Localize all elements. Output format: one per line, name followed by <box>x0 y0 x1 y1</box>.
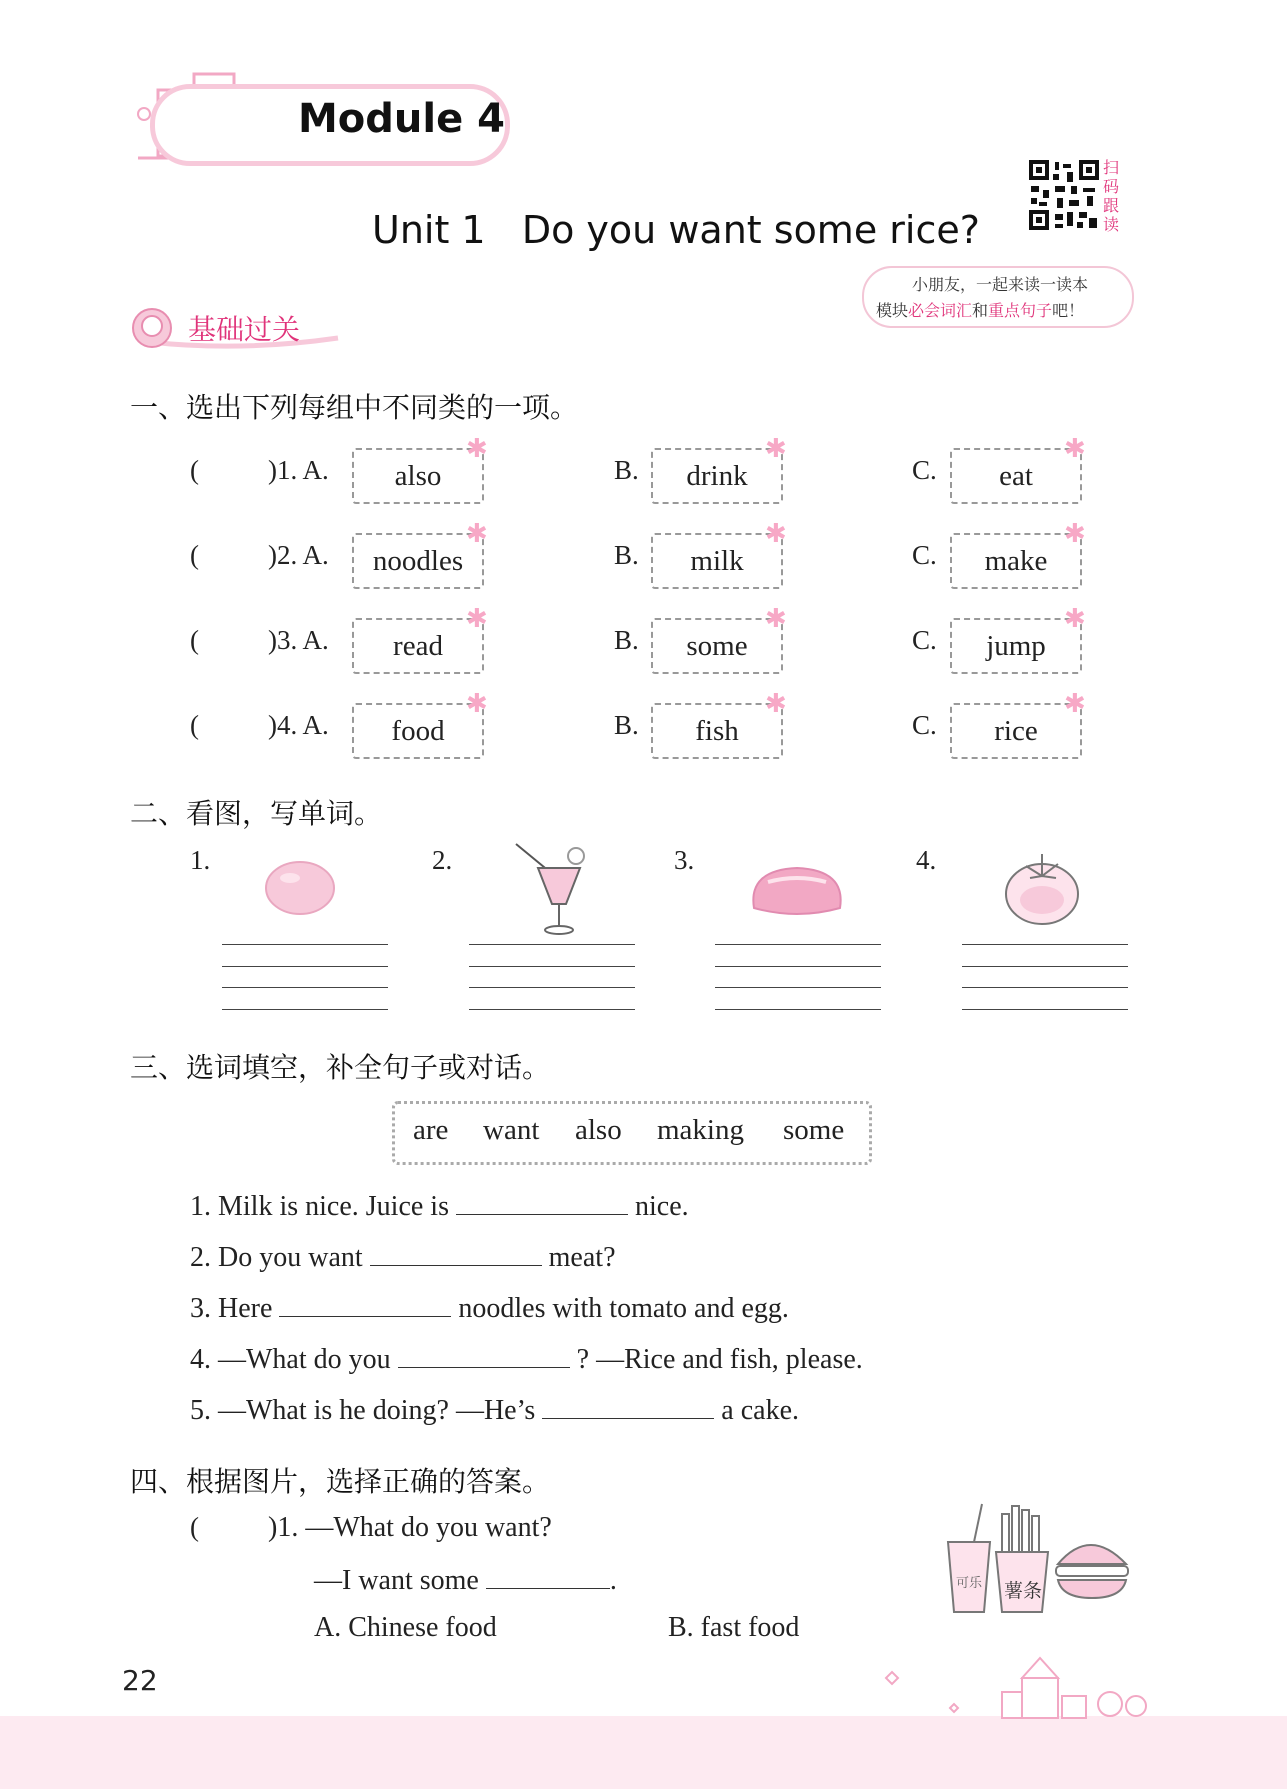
writing-line[interactable] <box>715 987 881 988</box>
section2-heading: 二、看图，写单词。 <box>130 797 383 830</box>
word-bank-item: making <box>657 1114 744 1146</box>
writing-line[interactable] <box>469 966 635 967</box>
star-icon: ✱ <box>466 689 488 719</box>
option-c-box[interactable]: rice <box>950 703 1082 759</box>
star-icon: ✱ <box>466 604 488 634</box>
option-a-box[interactable]: read <box>352 618 484 674</box>
answer-blank[interactable] <box>456 1188 628 1215</box>
option-b-label: B. <box>614 455 639 485</box>
star-icon: ✱ <box>1064 434 1086 464</box>
answer-blank[interactable] <box>370 1239 542 1266</box>
option-c-label: C. <box>912 455 937 485</box>
writing-line[interactable] <box>469 944 635 945</box>
option-c-label: C. <box>912 710 937 740</box>
section3-heading: 三、选词填空，补全句子或对话。 <box>130 1051 551 1084</box>
read-prompt-line2 <box>876 298 1084 321</box>
answer-paren[interactable]: ( <box>190 625 199 655</box>
sentence-text: a cake. <box>721 1395 799 1426</box>
option-a-box[interactable]: noodles <box>352 533 484 589</box>
word-bank-item: some <box>783 1114 845 1146</box>
qr-label-char: 跟 <box>1103 196 1120 215</box>
star-icon: ✱ <box>466 519 488 549</box>
egg-icon <box>262 858 338 922</box>
section4-heading: 四、根据图片，选择正确的答案。 <box>130 1465 551 1498</box>
page-number: 22 <box>122 1664 158 1697</box>
module-title: Module 4 <box>298 96 505 142</box>
word-bank-item: also <box>575 1114 622 1146</box>
sentence-text: ? —Rice and fish, please. <box>576 1344 863 1375</box>
qr-label-char: 码 <box>1103 177 1120 196</box>
writing-line[interactable] <box>222 987 388 988</box>
section-title: 基础过关 <box>188 313 301 346</box>
fill-sentence <box>190 1392 799 1427</box>
option-b-box[interactable]: some <box>651 618 783 674</box>
qr-label-char: 扫 <box>1103 158 1120 177</box>
picture-number: 1. <box>190 845 211 875</box>
question-number: )2. A. <box>268 540 329 570</box>
question-number: )3. A. <box>268 625 329 655</box>
star-icon: ✱ <box>1064 689 1086 719</box>
read-prompt-text: 吧！ <box>1052 301 1085 320</box>
bread-icon <box>748 860 846 924</box>
read-prompt-text: 和 <box>972 301 989 320</box>
option-b[interactable]: B. fast food <box>668 1612 800 1643</box>
star-icon: ✱ <box>765 689 787 719</box>
option-b-box[interactable]: drink <box>651 448 783 504</box>
option-c-box[interactable]: eat <box>950 448 1082 504</box>
sentence-text: 4. —What do you <box>190 1344 391 1375</box>
word-bank-item: want <box>483 1114 540 1146</box>
sentence-text: —I want some <box>314 1565 479 1596</box>
star-icon: ✱ <box>765 519 787 549</box>
writing-line[interactable] <box>962 987 1128 988</box>
word-bank <box>392 1101 872 1165</box>
option-b-label: B. <box>614 625 639 655</box>
writing-line[interactable] <box>962 1009 1128 1010</box>
writing-line[interactable] <box>222 1009 388 1010</box>
option-b-box[interactable]: fish <box>651 703 783 759</box>
sentence-text: 1. Milk is nice. Juice is <box>190 1191 449 1222</box>
qr-code-icon[interactable] <box>1027 158 1101 232</box>
section1-heading: 一、选出下列每组中不同类的一项。 <box>130 391 579 424</box>
option-a[interactable]: A. Chinese food <box>314 1612 497 1643</box>
picture-number: 4. <box>916 845 937 875</box>
read-prompt-line1: 小朋友，一起来读一读本 <box>912 275 1089 294</box>
writing-line[interactable] <box>222 966 388 967</box>
star-icon: ✱ <box>1064 604 1086 634</box>
answer-paren[interactable]: ( <box>190 710 199 740</box>
option-b-label: B. <box>614 710 639 740</box>
option-b-box[interactable]: milk <box>651 533 783 589</box>
answer-paren[interactable]: ( <box>190 455 199 485</box>
writing-line[interactable] <box>962 966 1128 967</box>
scan-to-read-label <box>1103 158 1123 234</box>
word-bank-item: are <box>413 1114 449 1146</box>
writing-line[interactable] <box>715 966 881 967</box>
writing-line[interactable] <box>715 1009 881 1010</box>
answer-paren[interactable]: ( <box>190 540 199 570</box>
star-icon: ✱ <box>765 434 787 464</box>
answer-blank[interactable] <box>398 1341 570 1368</box>
option-c-box[interactable]: jump <box>950 618 1082 674</box>
fill-sentence <box>190 1188 689 1223</box>
answer-line <box>314 1562 617 1597</box>
qr-label-char: 读 <box>1103 215 1120 234</box>
option-b-label: B. <box>614 540 639 570</box>
sentence-text: noodles with tomato and egg. <box>458 1293 789 1324</box>
writing-line[interactable] <box>469 1009 635 1010</box>
bottom-decor-band <box>0 1716 1287 1789</box>
star-icon: ✱ <box>466 434 488 464</box>
read-prompt-highlight: 重点句子 <box>988 301 1053 320</box>
sentence-text: 2. Do you want <box>190 1242 363 1273</box>
option-c-label: C. <box>912 625 937 655</box>
fill-sentence <box>190 1239 616 1274</box>
sentence-text: 5. —What is he doing? —He’s <box>190 1395 536 1426</box>
sentence-text: . <box>609 1565 617 1596</box>
writing-line[interactable] <box>469 987 635 988</box>
writing-line[interactable] <box>715 944 881 945</box>
option-a-box[interactable]: also <box>352 448 484 504</box>
castle-illustration <box>880 1648 1170 1720</box>
sentence-text: meat? <box>548 1242 616 1273</box>
option-a-box[interactable]: food <box>352 703 484 759</box>
question-number: )1. A. <box>268 455 329 485</box>
option-c-box[interactable]: make <box>950 533 1082 589</box>
answer-blank[interactable] <box>279 1290 451 1317</box>
writing-line[interactable] <box>222 944 388 945</box>
read-prompt-highlight: 必会词汇 <box>908 301 973 320</box>
fries-label: 薯条 <box>1004 1580 1043 1602</box>
question-text: )1. —What do you want? <box>268 1512 552 1543</box>
star-icon: ✱ <box>1064 519 1086 549</box>
option-c-label: C. <box>912 540 937 570</box>
answer-paren[interactable]: ( <box>190 1512 199 1542</box>
question-number: )4. A. <box>268 710 329 740</box>
picture-number: 2. <box>432 845 453 875</box>
read-prompt-text: 模块 <box>876 301 909 320</box>
fast-food-illustration <box>940 1500 1140 1620</box>
sentence-text: nice. <box>634 1191 689 1222</box>
sentence-text: 3. Here <box>190 1293 273 1324</box>
picture-number: 3. <box>674 845 695 875</box>
answer-blank[interactable] <box>542 1392 714 1419</box>
fill-sentence <box>190 1290 789 1325</box>
fill-sentence <box>190 1341 863 1376</box>
writing-line[interactable] <box>962 944 1128 945</box>
cola-label: 可乐 <box>956 1576 983 1591</box>
answer-blank[interactable] <box>486 1562 610 1589</box>
tomato-icon <box>1002 846 1082 932</box>
star-icon: ✱ <box>765 604 787 634</box>
unit-title: Unit 1 Do you want some rice? <box>372 208 980 252</box>
juice-icon <box>510 838 590 942</box>
